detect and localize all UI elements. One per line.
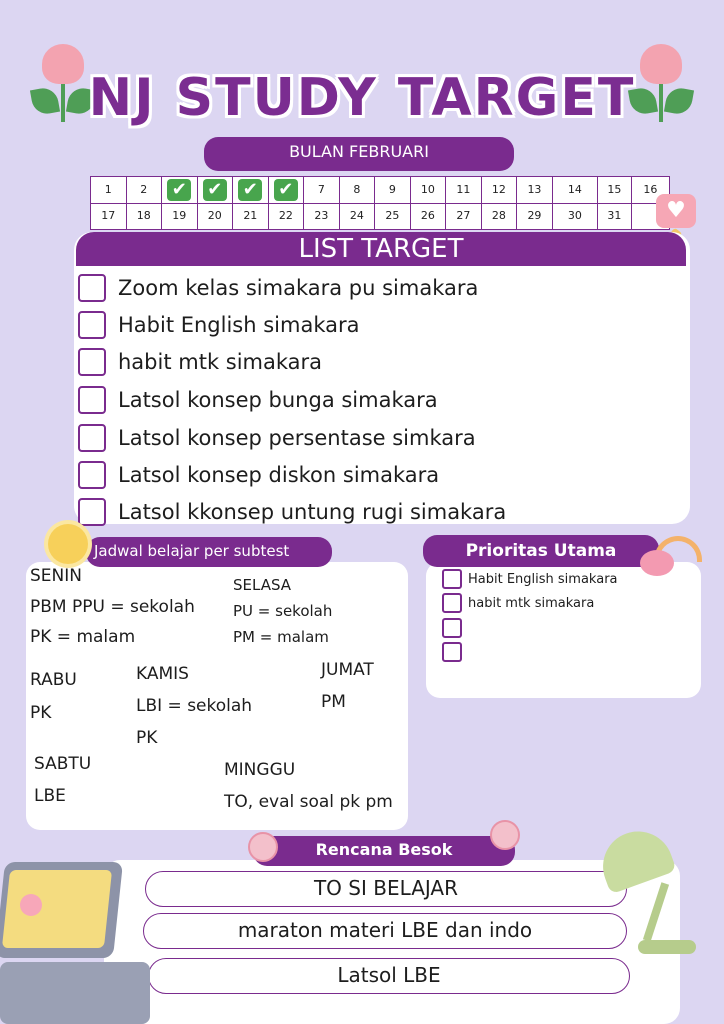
calendar-day-number: 13 bbox=[527, 183, 542, 196]
schedule-line: PK bbox=[30, 703, 52, 723]
target-label: Latsol konsep persentase simkara bbox=[118, 426, 476, 450]
target-label: Zoom kelas simakara pu simakara bbox=[118, 276, 479, 300]
target-item bbox=[78, 310, 360, 340]
schedule-line: PU = sekolah bbox=[233, 602, 333, 620]
calendar-day bbox=[340, 177, 376, 203]
plan-heading: Rencana Besok bbox=[253, 836, 515, 866]
day-rabu: RABU bbox=[30, 670, 77, 690]
calendar-day-number: 9 bbox=[388, 183, 396, 196]
calendar-day bbox=[482, 177, 518, 203]
calendar-day-number: 15 bbox=[607, 183, 622, 196]
day-kamis: KAMIS bbox=[136, 664, 189, 684]
target-label: habit mtk simakara bbox=[118, 350, 323, 374]
schedule-line: PM bbox=[321, 692, 346, 712]
laptop-icon bbox=[0, 862, 150, 1024]
alarm-clock-icon bbox=[248, 832, 278, 862]
calendar-day-number: 2 bbox=[140, 183, 148, 196]
rainbow-heart-icon bbox=[640, 536, 704, 576]
target-label: Latsol konsep diskon simakara bbox=[118, 463, 440, 487]
schedule-line: LBE bbox=[34, 786, 66, 806]
check-mark-icon: ✔ bbox=[203, 179, 227, 201]
month-label: BULAN FEBRUARI bbox=[204, 137, 514, 171]
calendar-day bbox=[375, 203, 411, 229]
calendar-day-number: 31 bbox=[607, 209, 622, 222]
schedule-line: PM = malam bbox=[233, 628, 329, 646]
target-item bbox=[78, 273, 478, 303]
calendar-day-number: 12 bbox=[491, 183, 506, 196]
calendar-day-number: 30 bbox=[567, 209, 582, 222]
priority-checkbox[interactable] bbox=[442, 618, 462, 638]
calendar-day bbox=[598, 177, 632, 203]
schedule-line: LBI = sekolah bbox=[136, 696, 253, 716]
calendar-day bbox=[482, 203, 518, 229]
sun-icon bbox=[48, 524, 88, 564]
priority-checkbox[interactable] bbox=[442, 569, 462, 589]
schedule-line: TO, eval soal pk pm bbox=[224, 792, 393, 812]
target-item bbox=[78, 423, 476, 453]
plan-item: TO SI BELAJAR bbox=[145, 871, 627, 907]
target-checkbox[interactable] bbox=[78, 311, 106, 339]
calendar-day bbox=[91, 203, 127, 229]
calendar-day bbox=[304, 177, 340, 203]
day-minggu: MINGGU bbox=[224, 760, 296, 780]
target-item bbox=[78, 460, 439, 490]
check-mark-icon: ✔ bbox=[274, 179, 298, 201]
target-checkbox[interactable] bbox=[78, 498, 106, 526]
calendar-day bbox=[411, 203, 447, 229]
calendar-day-number: 7 bbox=[317, 183, 325, 196]
calendar-day-number: 21 bbox=[243, 209, 258, 222]
day-sabtu: SABTU bbox=[34, 754, 92, 774]
target-item bbox=[78, 347, 322, 377]
calendar-day-number: 14 bbox=[567, 183, 582, 196]
calendar-day bbox=[269, 177, 305, 203]
calendar-day-number: 26 bbox=[420, 209, 435, 222]
calendar-day bbox=[598, 203, 632, 229]
calendar-grid bbox=[90, 176, 670, 230]
day-senin: SENIN bbox=[30, 566, 82, 586]
calendar-day bbox=[446, 177, 482, 203]
calendar-day-number: 11 bbox=[456, 183, 471, 196]
check-mark-icon: ✔ bbox=[167, 179, 191, 201]
calendar-day bbox=[340, 203, 376, 229]
calendar-row bbox=[91, 203, 669, 229]
priority-heading: Prioritas Utama bbox=[423, 535, 659, 567]
target-checkbox[interactable] bbox=[78, 461, 106, 489]
calendar-day bbox=[198, 203, 234, 229]
desk-lamp-icon bbox=[594, 826, 704, 966]
schedule-line: PK = malam bbox=[30, 627, 136, 647]
target-item bbox=[78, 497, 506, 527]
calendar-day bbox=[304, 203, 340, 229]
heart-chat-icon: ♥ bbox=[656, 194, 696, 228]
priority-item bbox=[442, 642, 468, 662]
calendar-day-number: 16 bbox=[643, 183, 658, 196]
calendar-day bbox=[127, 177, 163, 203]
schedule-heading: Jadwal belajar per subtest bbox=[86, 537, 332, 567]
calendar-day bbox=[517, 203, 553, 229]
calendar-day-number: 10 bbox=[420, 183, 435, 196]
target-checkbox[interactable] bbox=[78, 348, 106, 376]
calendar-day-number: 25 bbox=[385, 209, 400, 222]
target-label: Latsol konsep bunga simakara bbox=[118, 388, 438, 412]
calendar-day bbox=[127, 203, 163, 229]
calendar-day bbox=[162, 203, 198, 229]
calendar-day bbox=[233, 177, 269, 203]
target-checkbox[interactable] bbox=[78, 386, 106, 414]
calendar-day-number: 8 bbox=[353, 183, 361, 196]
target-checkbox[interactable] bbox=[78, 274, 106, 302]
priority-checkbox[interactable] bbox=[442, 593, 462, 613]
plan-item: Latsol LBE bbox=[148, 958, 630, 994]
priority-item bbox=[442, 618, 468, 638]
list-target-heading: LIST TARGET bbox=[76, 232, 686, 266]
schedule-line: PBM PPU = sekolah bbox=[30, 597, 195, 617]
calendar-day-number: 18 bbox=[136, 209, 151, 222]
calendar-day-number: 20 bbox=[207, 209, 222, 222]
day-selasa: SELASA bbox=[233, 576, 292, 594]
calendar-day bbox=[91, 177, 127, 203]
priority-item bbox=[442, 569, 618, 589]
alarm-clock-icon bbox=[490, 820, 520, 850]
calendar-day bbox=[233, 203, 269, 229]
calendar-row bbox=[91, 177, 669, 204]
page-title: NJ STUDY TARGET bbox=[88, 68, 636, 128]
priority-label: habit mtk simakara bbox=[468, 595, 595, 611]
calendar-day-number: 19 bbox=[172, 209, 187, 222]
calendar-day bbox=[411, 177, 447, 203]
calendar-day bbox=[446, 203, 482, 229]
target-item bbox=[78, 385, 438, 415]
calendar-day bbox=[553, 177, 598, 203]
target-label: Latsol kkonsep untung rugi simakara bbox=[118, 500, 507, 524]
priority-label: Habit English simakara bbox=[468, 571, 618, 587]
target-label: Habit English simakara bbox=[118, 313, 360, 337]
schedule-line: PK bbox=[136, 728, 158, 748]
calendar-day-number: 28 bbox=[491, 209, 506, 222]
calendar-day-number: 29 bbox=[527, 209, 542, 222]
calendar-day-number: 23 bbox=[314, 209, 329, 222]
calendar-day bbox=[375, 177, 411, 203]
calendar-day-number: 17 bbox=[101, 209, 116, 222]
check-mark-icon: ✔ bbox=[238, 179, 262, 201]
target-checkbox[interactable] bbox=[78, 424, 106, 452]
priority-item bbox=[442, 593, 594, 613]
calendar-day bbox=[162, 177, 198, 203]
calendar-day-number: 27 bbox=[456, 209, 471, 222]
calendar-day-number: 24 bbox=[349, 209, 364, 222]
calendar-day-number: 1 bbox=[104, 183, 112, 196]
calendar-day bbox=[269, 203, 305, 229]
priority-checkbox[interactable] bbox=[442, 642, 462, 662]
calendar-day bbox=[553, 203, 598, 229]
calendar-day-number: 22 bbox=[278, 209, 293, 222]
calendar-day bbox=[517, 177, 553, 203]
day-jumat: JUMAT bbox=[321, 660, 374, 680]
calendar-day bbox=[198, 177, 234, 203]
plan-item: maraton materi LBE dan indo bbox=[143, 913, 627, 949]
